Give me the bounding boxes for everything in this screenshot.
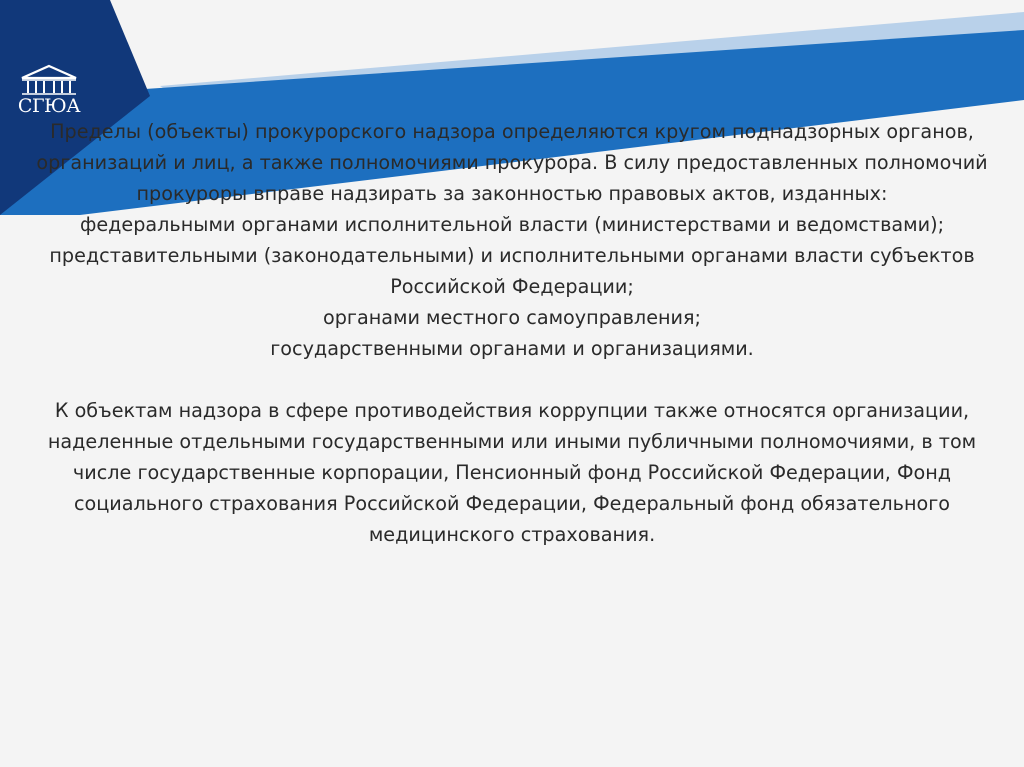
list-item: государственными органами и организациями.	[270, 337, 754, 360]
second-paragraph: К объектам надзора в сфере противодействия коррупции также относятся организации, наделенные отдельными государственными или иными публичными полномочиями, в том числе государственные корпорации, Пенсионный фонд Российской Федерации, Фонд социального страхования Российской Федерации, Федеральный фонд обязательного медицинского страхования.	[47, 399, 977, 546]
intro-paragraph: Пределы (объекты) прокурорского надзора определяются кругом поднадзорных органов, организаций и лиц, а также полномочиями прокурора. В силу предоставленных полномочий прокуроры вправе надзирать за законностью правовых актов, изданных:	[36, 120, 988, 205]
columned-building-icon	[14, 62, 84, 96]
paragraph-gap	[16, 364, 1008, 395]
logo-text: СГЮА	[17, 95, 81, 117]
list-item: представительными (законодательными) и исполнительными органами власти субъектов Российской Федерации;	[49, 244, 975, 298]
list-item: федеральными органами исполнительной власти (министерствами и ведомствами);	[79, 213, 945, 236]
slide-body	[16, 116, 1008, 550]
list-item: органами местного самоуправления;	[322, 306, 702, 329]
